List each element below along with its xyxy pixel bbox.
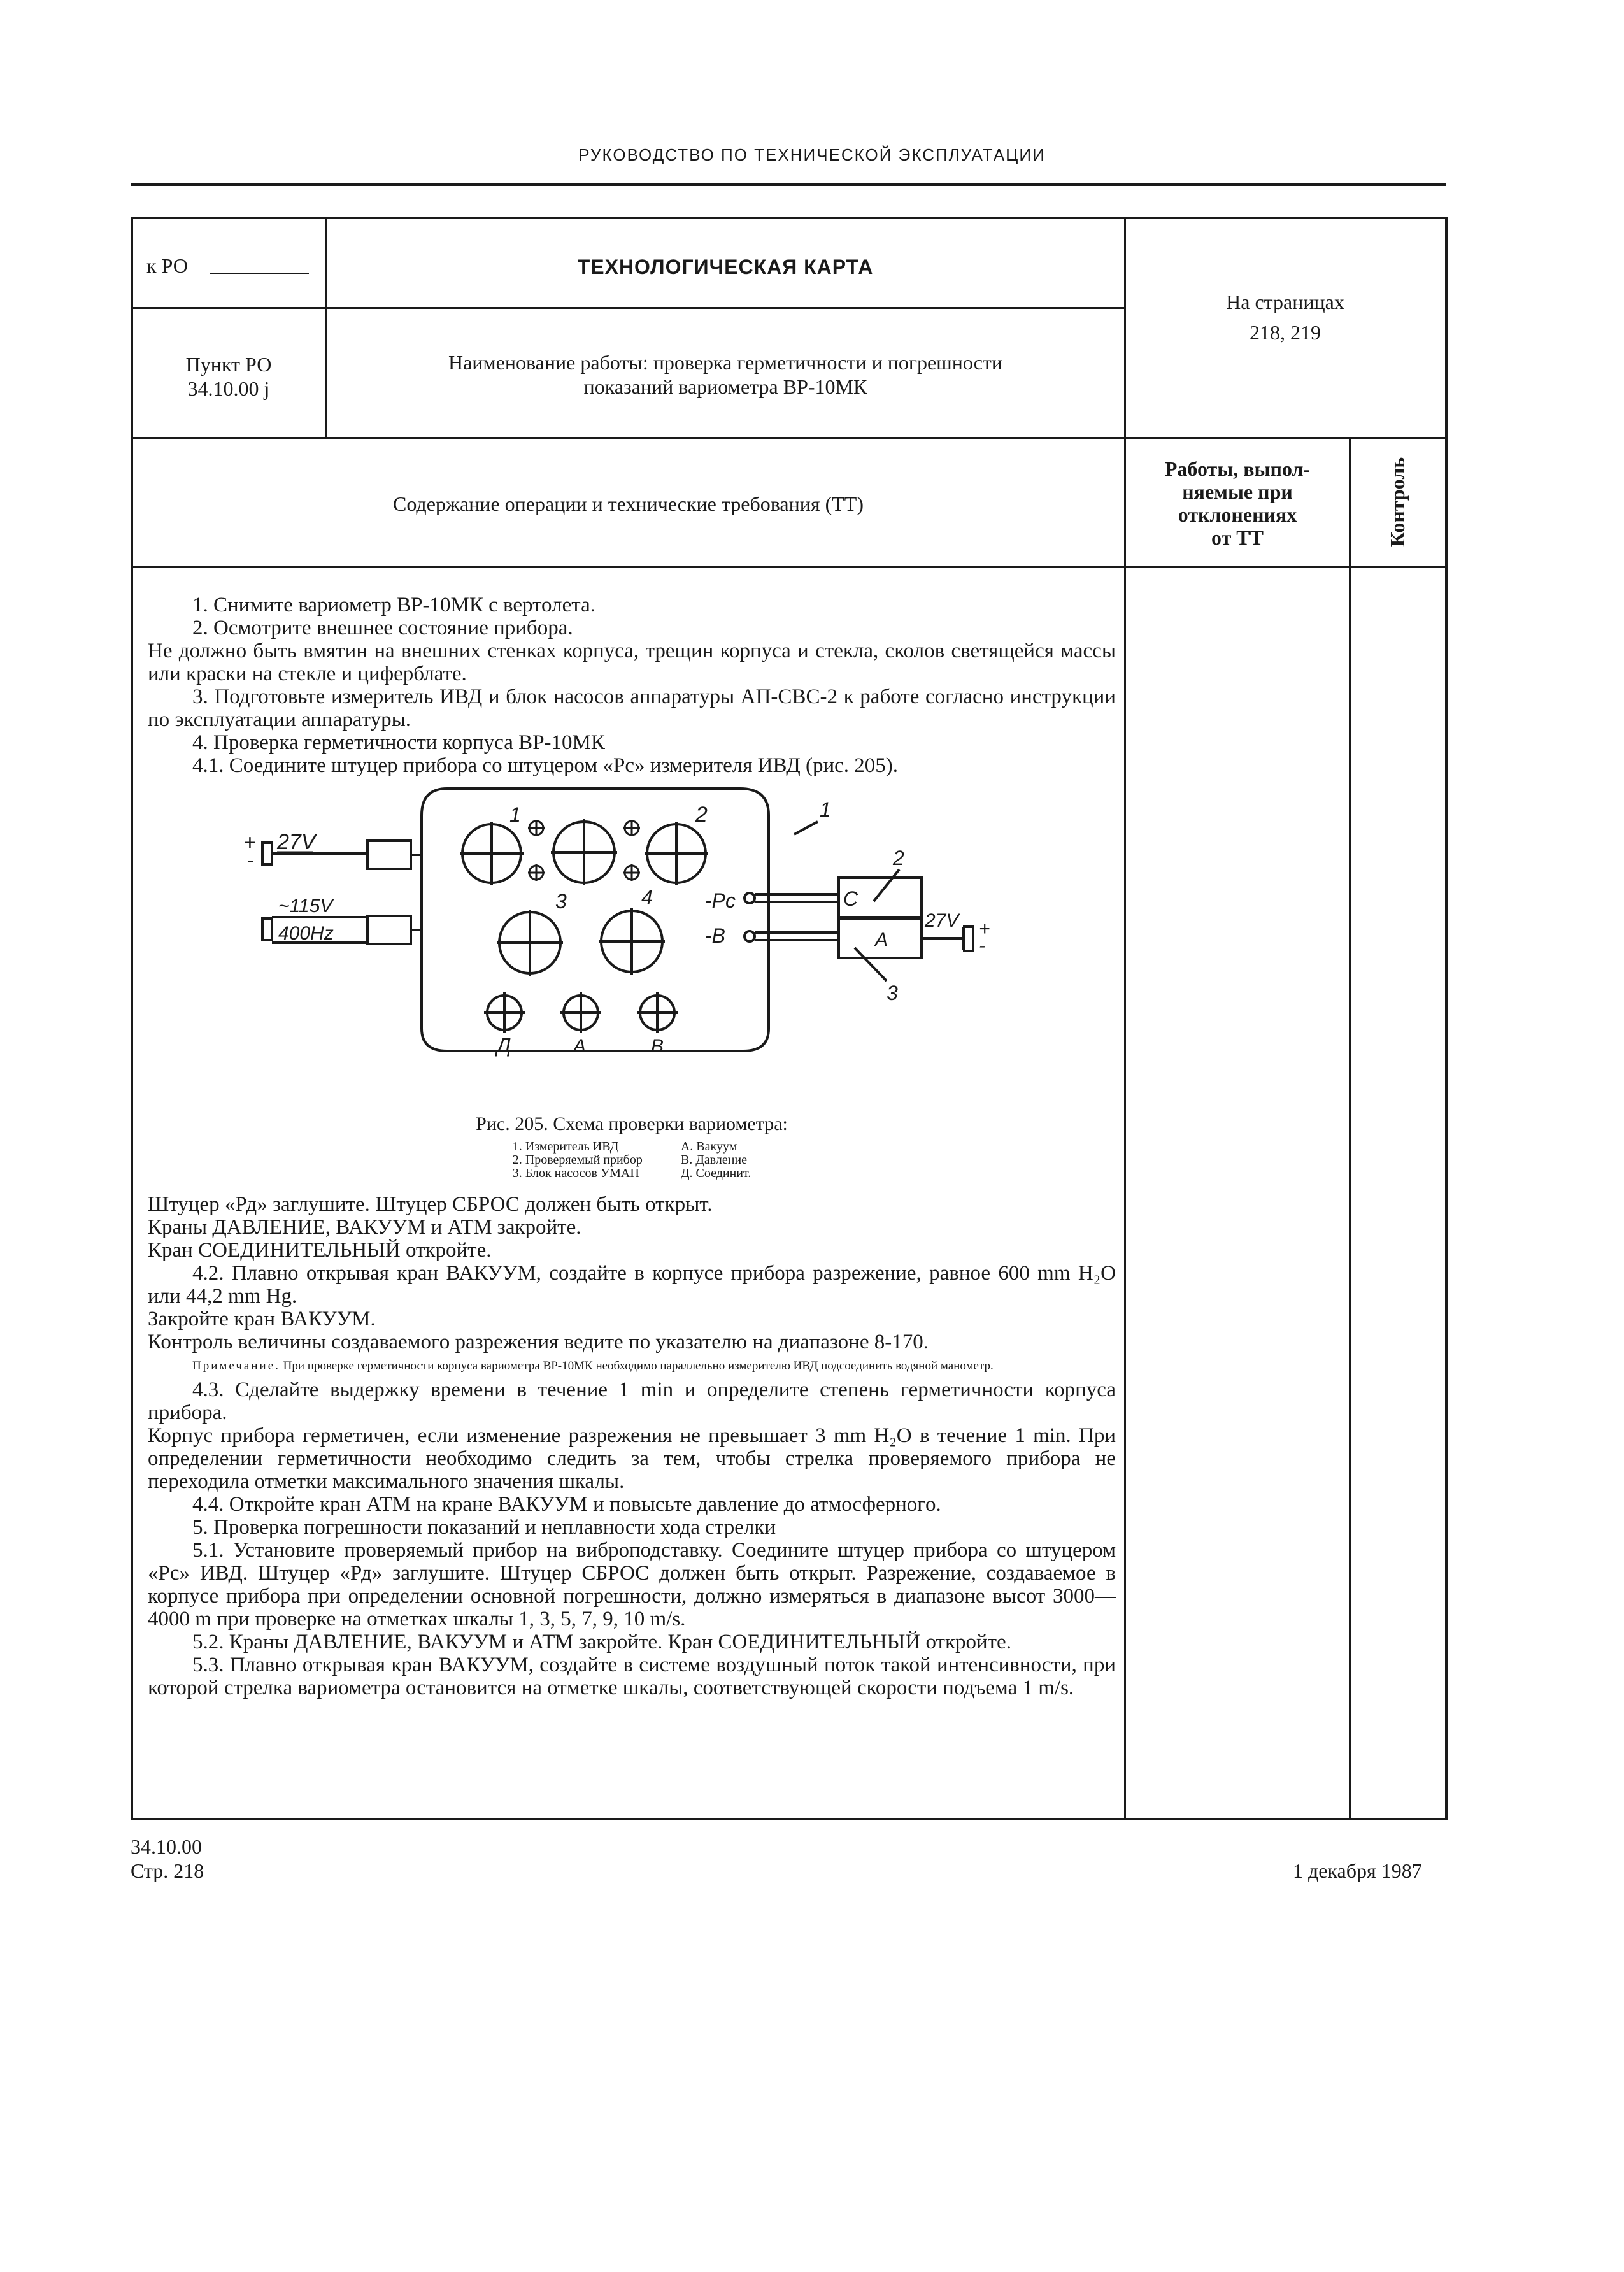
plus-right: + [979, 918, 990, 940]
dial-2-label: 2 [695, 803, 708, 827]
step-paragraph: 5.2. Краны ДАВЛЕНИЕ, ВАКУУМ и АТМ закройте. Кран СОЕДИНИТЕЛЬНЫЙ откройте. [192, 1631, 1011, 1654]
legend-item: Д. Соединит. [680, 1166, 751, 1180]
steps-tail [148, 1378, 1116, 1699]
step-paragraph: 5.1. Установите проверяемый прибор на виброподставку. Соедините штуцер прибора со штуцером «Рс» ИВД. Штуцер «Рд» заглушите. Штуцер СБРОС должен быть открыт. Разрежение, создаваемое в корпусе прибора при определении основной погрешности, должно измеряться в диапазоне высот 3000—4000 m при проверке на отметках шкалы 1, 3, 5, 7, 9, 10 m/s. [148, 1539, 1116, 1631]
step-paragraph: 2. Осмотрите внешнее состояние прибора. [192, 617, 573, 639]
col-deviation-line: от ТТ [1211, 526, 1264, 549]
minus-right: - [979, 935, 985, 956]
legend-right [681, 1140, 751, 1180]
figure-205-diagram [148, 783, 1116, 1102]
port-pc-label: -Рс [705, 889, 736, 912]
item-label: Пункт РО [185, 353, 272, 376]
col-header-control: Контроль [1386, 457, 1409, 547]
minus-left: - [246, 848, 254, 873]
callout-3: 3 [887, 982, 898, 1004]
middle-dials [497, 908, 665, 976]
power-27v-right-label: 27V [925, 910, 959, 931]
figure-caption: Рис. 205. Схема проверки вариометра: [476, 1113, 788, 1134]
step-paragraph: 1. Снимите вариометр ВР-10МК с вертолета. [192, 594, 595, 617]
operation-content [148, 594, 1116, 1699]
dial-3-label: 3 [555, 890, 567, 913]
step-paragraph: Штуцер «Рд» заглушите. Штуцер СБРОС должен быть открыт. [148, 1193, 713, 1216]
footer-doc-number: 34.10.00 [131, 1835, 202, 1858]
step-paragraph: Не должно быть вмятин на внешних стенках корпуса, трещин корпуса и стекла, сколов светящейся массы или краски на стекле и циферблате. [148, 639, 1116, 685]
steps-bottom [148, 1193, 1116, 1354]
note-label: Примечание. [192, 1359, 280, 1373]
step-paragraph: Контроль величины создаваемого разрежения ведите по указателю на диапазоне 8-170. [148, 1331, 929, 1354]
legend-item: 1. Измеритель ИВД [512, 1140, 619, 1154]
port-a-label: А [573, 1036, 587, 1057]
step-paragraph: Краны ДАВЛЕНИЕ, ВАКУУМ и АТМ закройте. [148, 1216, 581, 1239]
callout-1: 1 [820, 798, 831, 821]
port-v-label: -В [705, 924, 725, 947]
ref-label-text: к РО [146, 254, 188, 277]
running-header: РУКОВОДСТВО ПО ТЕХНИЧЕСКОЙ ЭКСПЛУАТАЦИИ [578, 145, 1046, 164]
umap-c-label: С [843, 887, 858, 910]
item-value: 34.10.00 ј [187, 377, 270, 400]
row-divider-work [131, 437, 1445, 439]
col-deviation-line: Работы, выпол- [1164, 457, 1311, 480]
bottom-ports [484, 992, 678, 1033]
card-title: ТЕХНОЛОГИЧЕСКАЯ КАРТА [577, 255, 874, 278]
ref-label [146, 254, 188, 278]
figure-legend [148, 1140, 1116, 1180]
port-d-label: Д [497, 1034, 511, 1057]
step-paragraph: Корпус прибора герметичен, если изменение разрежения не превышает 3 mm H₂O в течение 1 min. При определении герметичности необходимо следить за тем, чтобы стрелка проверяемого прибора не переходила отметки максимального значения шкалы. [148, 1424, 1116, 1493]
figure-205 [148, 783, 1116, 1102]
col-deviation-line: няемые при [1182, 480, 1293, 503]
col-deviation-line: отклонениях [1178, 503, 1297, 526]
footer-page: Стр. 218 [131, 1859, 204, 1882]
footer-date: 1 декабря 1987 [1293, 1859, 1422, 1882]
legend-item: А. Вакуум [680, 1140, 737, 1154]
dial-1-label: 1 [509, 803, 521, 826]
power-freq-label: 400Hz [278, 923, 334, 944]
power-27v-label: 27V [277, 830, 316, 854]
pages-value: 218, 219 [1250, 321, 1321, 344]
ref-blank-line [210, 273, 309, 274]
step-paragraph: 4.1. Соедините штуцер прибора со штуцером «Рс» измерителя ИВД (рис. 205). [192, 754, 899, 777]
step-paragraph: 3. Подготовьте измеритель ИВД и блок насосов аппаратуры АП-СВС-2 к работе согласно инструкции по эксплуатации аппаратуры. [148, 685, 1116, 731]
step-paragraph: 4. Проверка герметичности корпуса ВР-10МК [192, 731, 605, 754]
col-header-content: Содержание операции и технические требования (ТТ) [392, 492, 864, 515]
port-v-bottom-label: В [651, 1036, 664, 1057]
header-rule [131, 183, 1446, 186]
legend-left [513, 1140, 643, 1180]
step-paragraph: 4.4. Откройте кран АТМ на кране ВАКУУМ и повысьте давление до атмосферного. [192, 1493, 941, 1516]
top-dials [460, 819, 708, 885]
step-paragraph: Закройте кран ВАКУУМ. [148, 1308, 376, 1331]
note [148, 1359, 1116, 1373]
step-paragraph: 4.2. Плавно открывая кран ВАКУУМ, создайте в корпусе прибора разрежение, равное 600 mm H₂O или 44,2 mm Hg. [148, 1262, 1116, 1308]
note-text: При проверке герметичности корпуса вариометра ВР-10МК необходимо параллельно измерителю ИВД подсоединить водяной манометр. [283, 1359, 994, 1373]
footer-doc [131, 1834, 204, 1883]
col-divider-ref [325, 217, 327, 438]
plus-left: + [243, 831, 256, 855]
legend-item: В. Давление [680, 1153, 748, 1167]
step-paragraph: 5. Проверка погрешности показаний и неплавности хода стрелки [192, 1516, 776, 1539]
power-115v-label: ~115V [278, 896, 333, 917]
pages-label: На страницах [1226, 290, 1344, 313]
row-divider-title [131, 307, 1126, 309]
pump-a-label: А [875, 929, 888, 950]
right-connections [744, 822, 973, 981]
col-divider-control [1349, 438, 1351, 1818]
step-paragraph: 5.3. Плавно открывая кран ВАКУУМ, создайте в системе воздушный поток такой интенсивности, при которой стрелка вариометра остановится на отметке шкалы, соответствующей скорости подъема 1 m/s. [148, 1654, 1116, 1699]
col-header-deviation [1126, 457, 1349, 549]
dial-4-label: 4 [641, 886, 653, 909]
legend-item: 2. Проверяемый прибор [512, 1153, 643, 1167]
work-name-line2: показаний вариометра ВР-10МК [583, 375, 867, 398]
work-name-line1: Наименование работы: проверка герметичности и погрешности [448, 351, 1003, 374]
steps-top [148, 594, 1116, 777]
step-paragraph: Кран СОЕДИНИТЕЛЬНЫЙ откройте. [148, 1239, 492, 1262]
step-paragraph: 4.3. Сделайте выдержку времени в течение 1 min и определите степень герметичности корпуса прибора. [148, 1378, 1116, 1424]
callout-2: 2 [893, 847, 904, 869]
legend-item: 3. Блок насосов УМАП [512, 1166, 639, 1180]
row-divider-columns [131, 566, 1445, 568]
